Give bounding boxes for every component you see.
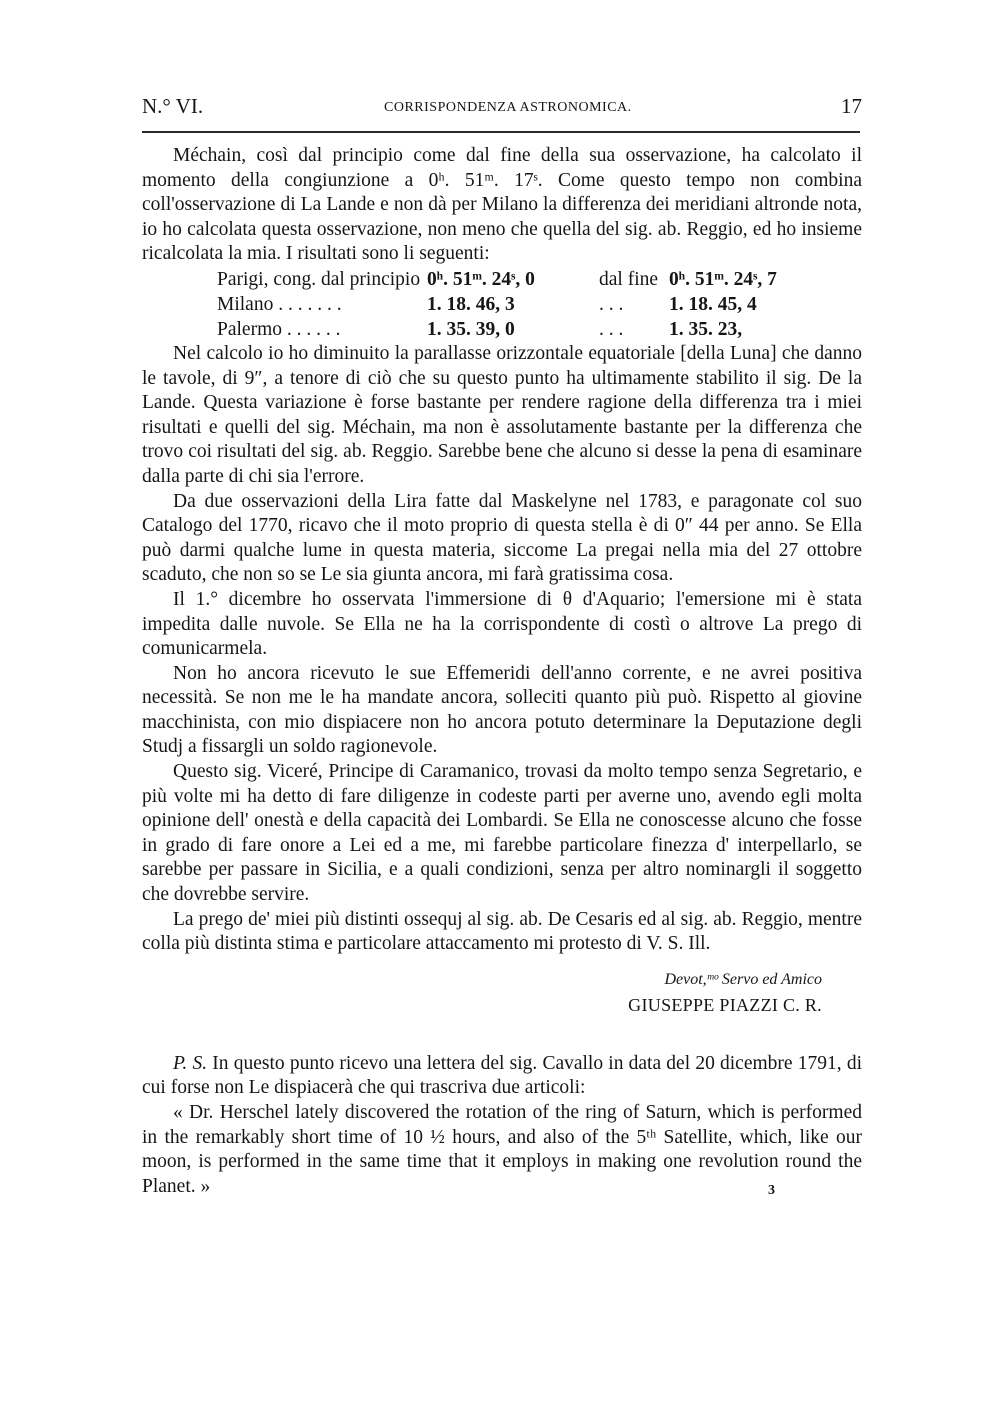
paragraph-parallax: Nel calcolo io ho diminuito la parallasse orizzontale equatoriale [della Luna] che danno le tavole, di 9″, a tenore di ciò che su questo punto ha ultimamente stabilito il sig. De la Lande. Questa variazione è forse bastante per rendere ragione della differenza tra i miei risultati e quelli del sig. Méchain, ma non è assolutamente bastante per la differenza che trovo coi risultati del sig. ab. Reggio. Sarebbe bene che alcuno si desse la pena di esaminare dalla parte di chi sia l'errore. bbox=[142, 342, 862, 487]
paragraph-effemeridi: Non ho ancora ricevuto le sue Effemeridi dell'anno corrente, e ne avrei positiva necessità. Se non me le ha mandate ancora, solleciti quanto più può. Rispetto al giovine macchinista, con mio dispiacere non ho ancora potuto determinare la Deputazione degli Studj a fissargli un soldo ragionevole. bbox=[142, 662, 862, 758]
row-mid: dal fine bbox=[599, 268, 659, 290]
signature-block bbox=[142, 968, 862, 1018]
letter-body bbox=[142, 144, 862, 1199]
row-mid: . . . bbox=[599, 318, 624, 340]
row-end: 0ʰ. 51ᵐ. 24ˢ, 7 bbox=[669, 268, 777, 290]
row-end: 1. 18. 45, 4 bbox=[669, 293, 757, 315]
row-place: Milano . . . . . . . bbox=[217, 293, 342, 315]
row-start: 0ʰ. 51ᵐ. 24ˢ, 0 bbox=[427, 268, 535, 290]
row-place: Parigi, cong. dal principio bbox=[217, 268, 421, 290]
paragraph-closing: La prego de' miei più distinti ossequj al sig. ab. De Cesaris ed al sig. ab. Reggio, mentre colla più distinta stima e particolare attaccamento mi protesto di V. S. Ill. bbox=[142, 908, 862, 955]
signature-mark: 3 bbox=[768, 1183, 775, 1198]
signature-name: GIUSEPPE PIAZZI C. R. bbox=[628, 994, 822, 1015]
paragraph-lira: Da due osservazioni della Lira fatte dal Maskelyne nel 1783, e paragonate col suo Catalogo del 1770, ricavo che il moto proprio di questa stella è di 0″ 44 per anno. Se Ella può darmi qualche lume in questa materia, siccome La pregai nella mia del 27 ottobre scaduto, che non so se Le sia giunta ancora, mi farà gratissima cosa. bbox=[142, 490, 862, 586]
signature-salutation: Devot,ᵐᵒ Servo ed Amico bbox=[664, 970, 822, 988]
table-row bbox=[217, 267, 862, 292]
row-start: 1. 35. 39, 0 bbox=[427, 318, 515, 340]
postscript bbox=[142, 1052, 862, 1101]
page-number: 17 bbox=[841, 94, 862, 118]
paragraph-mechain: Méchain, così dal principio come dal fine della sua osservazione, ha calcolato il momento della congiunzione a 0ʰ. 51ᵐ. 17ˢ. Come questo tempo non combina coll'osservazione di La Lande e non dà per Milano la differenza dei meridiani altronde nota, io ho calcolata questa osservazione, non meno che quella del sig. ab. Reggio, ed ho insieme ricalcolata la mia. I risultati sono li seguenti: bbox=[142, 145, 862, 265]
results-table bbox=[217, 267, 862, 342]
paragraph-vicere: Questo sig. Viceré, Principe di Caramanico, trovasi da molto tempo senza Segretario, e più volte mi ha detto di fare diligenze in codeste parti per averne uno, avendo egli molta opinione dell' onestà e della capacità dei Lombardi. Se Ella ne conoscesse alcuno che fosse in grado di fare onore a Lei ed a me, mi farebbe particolare finezza d' interpellarlo, se sarebbe per passare in Sicilia, e a quali condizioni, senza per altro nominargli il soggetto che dovrebbe servire. bbox=[142, 761, 862, 906]
quoted-passage: « Dr. Herschel lately discovered the rotation of the ring of Saturn, which is performed in the remarkably short time of 10 ½ hours, and also of the 5ᵗʰ Satellite, which, like our moon, is performed in the same time that it employs in making one revolution round the Planet. » bbox=[142, 1102, 862, 1197]
row-end: 1. 35. 23, bbox=[669, 318, 743, 340]
running-header bbox=[142, 94, 862, 124]
paragraph-aquario: Il 1.° dicembre ho osservata l'immersione di θ d'Aquario; l'emersione mi è stata impedita dalle nuvole. Se Ella ne ha la corrispondente di costì o altrove La prego di comunicarmela. bbox=[142, 588, 862, 660]
running-title: CORRISPONDENZA ASTRONOMICA. bbox=[384, 100, 632, 115]
postscript-label: P. S. bbox=[173, 1052, 208, 1074]
row-start: 1. 18. 46, 3 bbox=[427, 293, 515, 315]
header-rule bbox=[142, 131, 860, 133]
row-place: Palermo . . . . . . bbox=[217, 318, 341, 340]
table-row bbox=[217, 292, 862, 317]
row-mid: . . . bbox=[599, 293, 624, 315]
issue-number: N.° VI. bbox=[142, 94, 204, 118]
table-row bbox=[217, 317, 862, 342]
postscript-text: In questo punto ricevo una lettera del sig. Cavallo in data del 20 dicembre 1791, di cui forse non Le dispiacerà che qui trascriva due articoli: bbox=[142, 1052, 862, 1099]
